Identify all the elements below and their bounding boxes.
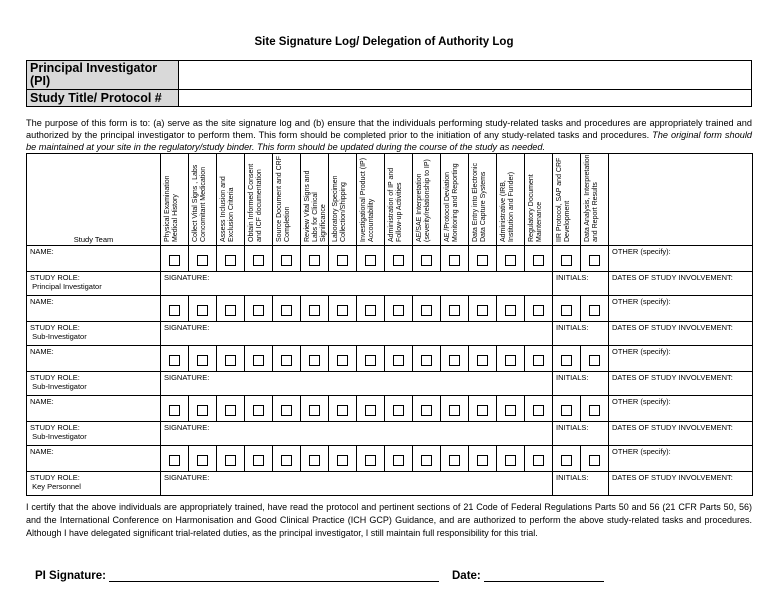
task-checkbox[interactable] — [533, 405, 544, 416]
delegation-table — [26, 153, 753, 496]
task-cell — [329, 246, 357, 272]
task-cell — [189, 296, 217, 322]
name-label: NAME: — [30, 297, 54, 306]
task-cell — [189, 446, 217, 472]
task-cell — [525, 296, 553, 322]
task-checkbox[interactable] — [197, 355, 208, 366]
task-column-label: Source Document and CRF Completion — [276, 156, 291, 242]
task-column-header — [161, 154, 189, 246]
task-checkbox[interactable] — [533, 255, 544, 266]
task-cell — [301, 346, 329, 372]
task-checkbox[interactable] — [505, 355, 516, 366]
study-role-field[interactable] — [27, 272, 161, 296]
task-checkbox[interactable] — [589, 405, 600, 416]
task-column-header — [301, 154, 329, 246]
task-cell — [553, 446, 581, 472]
intro-paragraph — [26, 117, 752, 153]
task-cell — [413, 446, 441, 472]
task-cell — [553, 346, 581, 372]
task-cell — [385, 246, 413, 272]
task-checkbox[interactable] — [421, 405, 432, 416]
task-checkbox[interactable] — [393, 455, 404, 466]
role-value: Key Personnel — [32, 482, 81, 491]
task-column-header — [385, 154, 413, 246]
signature-field[interactable] — [161, 472, 553, 496]
task-cell — [189, 346, 217, 372]
task-checkbox[interactable] — [253, 255, 264, 266]
task-checkbox[interactable] — [281, 405, 292, 416]
task-column-label: Physical Examination Medical History — [164, 175, 179, 242]
initials-label: INITIALS: — [556, 373, 589, 382]
task-checkbox[interactable] — [365, 255, 376, 266]
member-signature-row — [27, 322, 753, 346]
task-checkbox[interactable] — [365, 305, 376, 316]
study-role-field[interactable] — [27, 422, 161, 446]
task-cell — [357, 246, 385, 272]
task-cell — [161, 346, 189, 372]
name-field[interactable] — [27, 296, 161, 322]
task-column-label: IIR Protocol, SAP and CRF Development — [556, 157, 571, 242]
task-column-header — [581, 154, 609, 246]
task-cell — [385, 296, 413, 322]
role-label: STUDY ROLE: — [30, 273, 80, 282]
initials-field[interactable] — [553, 372, 609, 396]
task-cell — [441, 246, 469, 272]
task-checkbox[interactable] — [505, 305, 516, 316]
task-checkbox[interactable] — [589, 255, 600, 266]
initials-field[interactable] — [553, 322, 609, 346]
task-column-label: Investigational Product (IP) Accountability — [360, 157, 375, 242]
task-cell — [581, 296, 609, 322]
task-checkbox[interactable] — [309, 255, 320, 266]
study-info-table — [26, 60, 752, 107]
task-column-label: Data Analysis, Interpretation and Report Results — [584, 154, 599, 242]
other-field[interactable] — [609, 246, 753, 272]
task-checkbox[interactable] — [197, 405, 208, 416]
task-checkbox[interactable] — [225, 305, 236, 316]
task-checkbox[interactable] — [309, 355, 320, 366]
task-checkbox[interactable] — [253, 305, 264, 316]
initials-label: INITIALS: — [556, 323, 589, 332]
task-checkbox[interactable] — [309, 305, 320, 316]
task-cell — [497, 396, 525, 422]
signature-field[interactable] — [161, 422, 553, 446]
pi-label: Principal Investigator (PI) — [27, 61, 179, 90]
dates-label: DATES OF STUDY INVOLVEMENT: — [612, 423, 733, 432]
task-column-header — [273, 154, 301, 246]
task-checkbox[interactable] — [421, 255, 432, 266]
dates-field[interactable] — [609, 372, 753, 396]
task-checkbox[interactable] — [449, 455, 460, 466]
task-checkbox[interactable] — [561, 255, 572, 266]
signature-field[interactable] — [161, 322, 553, 346]
task-cell — [161, 296, 189, 322]
task-cell — [441, 346, 469, 372]
name-field[interactable] — [27, 246, 161, 272]
member-signature-row — [27, 272, 753, 296]
task-cell — [245, 296, 273, 322]
task-cell — [525, 396, 553, 422]
task-cell — [581, 396, 609, 422]
task-cell — [161, 246, 189, 272]
task-cell — [273, 346, 301, 372]
task-cell — [217, 446, 245, 472]
task-checkbox[interactable] — [393, 305, 404, 316]
dates-label: DATES OF STUDY INVOLVEMENT: — [612, 323, 733, 332]
task-cell — [357, 446, 385, 472]
task-checkbox[interactable] — [253, 405, 264, 416]
other-field[interactable] — [609, 396, 753, 422]
name-label: NAME: — [30, 247, 54, 256]
task-checkbox[interactable] — [449, 405, 460, 416]
task-cell — [525, 446, 553, 472]
pi-field[interactable] — [179, 61, 752, 90]
task-cell — [497, 446, 525, 472]
task-column-header — [357, 154, 385, 246]
task-cell — [469, 296, 497, 322]
dates-field[interactable] — [609, 472, 753, 496]
other-label: OTHER (specify): — [612, 247, 671, 256]
task-cell — [301, 246, 329, 272]
task-checkbox[interactable] — [281, 455, 292, 466]
initials-field[interactable] — [553, 422, 609, 446]
task-cell — [273, 246, 301, 272]
task-checkbox[interactable] — [533, 305, 544, 316]
study-team-header: Study Team — [27, 154, 161, 246]
task-column-header — [525, 154, 553, 246]
task-cell — [525, 246, 553, 272]
task-checkbox[interactable] — [253, 455, 264, 466]
name-field[interactable] — [27, 396, 161, 422]
task-checkbox[interactable] — [169, 455, 180, 466]
name-field[interactable] — [27, 446, 161, 472]
task-checkbox[interactable] — [561, 455, 572, 466]
task-checkbox[interactable] — [281, 255, 292, 266]
date-label: Date: — [452, 570, 481, 582]
task-column-label: Obtain Informed Consent and ICF documentation — [248, 163, 263, 242]
member-task-row — [27, 396, 753, 422]
intro-italic: The original form should be maintained at your site in the regulatory/study binder. This form should be updated during the course of the study as needed. — [26, 130, 752, 152]
dates-label: DATES OF STUDY INVOLVEMENT: — [612, 473, 733, 482]
task-checkbox[interactable] — [225, 455, 236, 466]
task-checkbox[interactable] — [477, 355, 488, 366]
signature-field[interactable] — [161, 272, 553, 296]
task-column-label: AE/SAE Interpretation (severity/relationship to IP) — [416, 159, 431, 242]
task-checkbox[interactable] — [365, 455, 376, 466]
task-column-label: Administration of IP and Follow-up Activities — [388, 167, 403, 242]
other-field[interactable] — [609, 446, 753, 472]
member-signature-row — [27, 422, 753, 446]
task-checkbox[interactable] — [337, 305, 348, 316]
dates-label: DATES OF STUDY INVOLVEMENT: — [612, 273, 733, 282]
member-task-row — [27, 346, 753, 372]
task-checkbox[interactable] — [533, 355, 544, 366]
task-checkbox[interactable] — [337, 355, 348, 366]
member-task-row — [27, 296, 753, 322]
task-cell — [357, 296, 385, 322]
task-checkbox[interactable] — [337, 455, 348, 466]
initials-field[interactable] — [553, 272, 609, 296]
name-label: NAME: — [30, 397, 54, 406]
task-cell — [161, 446, 189, 472]
task-checkbox[interactable] — [561, 355, 572, 366]
role-value: Sub-Investigator — [32, 332, 87, 341]
task-cell — [469, 446, 497, 472]
task-cell — [385, 396, 413, 422]
task-checkbox[interactable] — [589, 355, 600, 366]
task-column-label: Administrative (IRB, Institution and Funder) — [500, 171, 515, 242]
task-checkbox[interactable] — [225, 255, 236, 266]
task-cell — [245, 346, 273, 372]
task-cell — [553, 246, 581, 272]
task-checkbox[interactable] — [561, 305, 572, 316]
task-column-header — [553, 154, 581, 246]
task-cell — [329, 296, 357, 322]
task-checkbox[interactable] — [505, 455, 516, 466]
task-checkbox[interactable] — [449, 305, 460, 316]
name-label: NAME: — [30, 347, 54, 356]
task-checkbox[interactable] — [449, 255, 460, 266]
task-checkbox[interactable] — [309, 455, 320, 466]
task-cell — [441, 296, 469, 322]
signature-label: SIGNATURE: — [164, 473, 210, 482]
task-cell — [469, 346, 497, 372]
task-checkbox[interactable] — [477, 255, 488, 266]
dates-label: DATES OF STUDY INVOLVEMENT: — [612, 373, 733, 382]
task-checkbox[interactable] — [505, 405, 516, 416]
task-checkbox[interactable] — [533, 455, 544, 466]
task-checkbox[interactable] — [449, 355, 460, 366]
role-label: STUDY ROLE: — [30, 473, 80, 482]
task-column-header — [497, 154, 525, 246]
study-role-field[interactable] — [27, 372, 161, 396]
task-cell — [217, 296, 245, 322]
other-label: OTHER (specify): — [612, 297, 671, 306]
study-role-field[interactable] — [27, 472, 161, 496]
task-cell — [357, 346, 385, 372]
task-cell — [581, 246, 609, 272]
task-column-header — [329, 154, 357, 246]
study-role-field[interactable] — [27, 322, 161, 346]
other-label: OTHER (specify): — [612, 447, 671, 456]
task-checkbox[interactable] — [477, 455, 488, 466]
task-cell — [301, 296, 329, 322]
task-cell — [301, 446, 329, 472]
certification-text: I certify that the above individuals are appropriately trained, have read the protocol and pertinent sections of 21 Code of Federal Regulations Parts 50 and 56 (21 CFR Parts 50, 56) and the International Conference on Harmonisation and Good Clinical Practice (ICH GCP) Guidance, and are authorized to perform the above study-related tasks and procedures. Although I have delegated significant trial-related duties, as the principal investigator, I still maintain full responsibility for this trial. — [26, 502, 752, 538]
dates-field[interactable] — [609, 322, 753, 346]
task-cell — [413, 346, 441, 372]
task-cell — [245, 246, 273, 272]
blank-header — [609, 154, 753, 246]
task-checkbox[interactable] — [477, 405, 488, 416]
role-label: STUDY ROLE: — [30, 423, 80, 432]
date-field[interactable] — [452, 570, 604, 582]
dates-field[interactable] — [609, 272, 753, 296]
task-checkbox[interactable] — [337, 255, 348, 266]
name-field[interactable] — [27, 346, 161, 372]
task-checkbox[interactable] — [197, 255, 208, 266]
task-cell — [497, 346, 525, 372]
page-title: Site Signature Log/ Delegation of Authority Log — [254, 36, 514, 48]
task-checkbox[interactable] — [281, 305, 292, 316]
task-cell — [217, 346, 245, 372]
task-cell — [329, 396, 357, 422]
task-cell — [385, 346, 413, 372]
task-cell — [497, 246, 525, 272]
task-checkbox[interactable] — [421, 305, 432, 316]
other-label: OTHER (specify): — [612, 397, 671, 406]
task-column-label: Data Entry into Electronic Data Capture Systems — [472, 163, 487, 242]
task-cell — [189, 246, 217, 272]
task-checkbox[interactable] — [393, 255, 404, 266]
task-checkbox[interactable] — [169, 355, 180, 366]
task-checkbox[interactable] — [421, 455, 432, 466]
other-field[interactable] — [609, 346, 753, 372]
task-checkbox[interactable] — [197, 455, 208, 466]
signature-label: SIGNATURE: — [164, 423, 210, 432]
task-cell — [357, 396, 385, 422]
task-checkbox[interactable] — [337, 405, 348, 416]
study-title-field[interactable] — [179, 90, 752, 107]
task-cell — [441, 446, 469, 472]
initials-field[interactable] — [553, 472, 609, 496]
task-cell — [329, 346, 357, 372]
task-column-label: Assess Inclusion and Exclusion Criteria — [220, 176, 235, 242]
task-cell — [245, 446, 273, 472]
dates-field[interactable] — [609, 422, 753, 446]
task-checkbox[interactable] — [365, 355, 376, 366]
task-checkbox[interactable] — [169, 305, 180, 316]
task-cell — [553, 296, 581, 322]
task-checkbox[interactable] — [225, 355, 236, 366]
task-column-label: Collect Vital Signs , Labs Concomitant Medication — [192, 164, 207, 242]
task-column-label: AE /Protocol Deviation Monitoring and Reporting — [444, 163, 459, 242]
task-checkbox[interactable] — [225, 405, 236, 416]
task-cell — [245, 396, 273, 422]
task-cell — [497, 296, 525, 322]
other-field[interactable] — [609, 296, 753, 322]
task-checkbox[interactable] — [505, 255, 516, 266]
member-task-row — [27, 246, 753, 272]
task-checkbox[interactable] — [309, 405, 320, 416]
initials-label: INITIALS: — [556, 423, 589, 432]
task-cell — [469, 396, 497, 422]
initials-label: INITIALS: — [556, 473, 589, 482]
task-checkbox[interactable] — [589, 305, 600, 316]
task-checkbox[interactable] — [393, 405, 404, 416]
task-checkbox[interactable] — [393, 355, 404, 366]
role-value: Sub-Investigator — [32, 382, 87, 391]
task-checkbox[interactable] — [281, 355, 292, 366]
signature-label: SIGNATURE: — [164, 373, 210, 382]
task-cell — [553, 396, 581, 422]
role-value: Sub-Investigator — [32, 432, 87, 441]
task-cell — [441, 396, 469, 422]
pi-signature-label: PI Signature: — [35, 570, 106, 582]
task-checkbox[interactable] — [253, 355, 264, 366]
task-checkbox[interactable] — [197, 305, 208, 316]
task-checkbox[interactable] — [169, 255, 180, 266]
task-column-header — [469, 154, 497, 246]
signature-label: SIGNATURE: — [164, 273, 210, 282]
task-cell — [189, 396, 217, 422]
role-label: STUDY ROLE: — [30, 373, 80, 382]
task-checkbox[interactable] — [561, 405, 572, 416]
task-cell — [413, 296, 441, 322]
task-checkbox[interactable] — [365, 405, 376, 416]
task-cell — [413, 246, 441, 272]
member-task-row — [27, 446, 753, 472]
task-column-header — [441, 154, 469, 246]
task-cell — [469, 246, 497, 272]
task-checkbox[interactable] — [169, 405, 180, 416]
task-checkbox[interactable] — [477, 305, 488, 316]
role-label: STUDY ROLE: — [30, 323, 80, 332]
signature-field[interactable] — [161, 372, 553, 396]
task-column-label: Laboratory Specimen Collection/Shipping — [332, 175, 347, 242]
task-cell — [413, 396, 441, 422]
task-cell — [301, 396, 329, 422]
study-title-label: Study Title/ Protocol # — [27, 90, 179, 107]
role-value: Principal Investigator — [32, 282, 102, 291]
member-signature-row — [27, 472, 753, 496]
pi-signature-field[interactable] — [35, 570, 439, 582]
task-cell — [161, 396, 189, 422]
task-column-header — [189, 154, 217, 246]
task-cell — [581, 446, 609, 472]
task-column-label: Review Vital Signs and Labs for Clinical Significance — [304, 170, 327, 242]
task-cell — [525, 346, 553, 372]
task-column-header — [217, 154, 245, 246]
task-cell — [217, 396, 245, 422]
task-cell — [273, 446, 301, 472]
task-cell — [329, 446, 357, 472]
signature-label: SIGNATURE: — [164, 323, 210, 332]
task-cell — [217, 246, 245, 272]
task-column-label: Regulatory Document Maintenance — [528, 174, 543, 242]
task-cell — [385, 446, 413, 472]
task-cell — [273, 396, 301, 422]
task-cell — [581, 346, 609, 372]
task-column-header — [245, 154, 273, 246]
task-checkbox[interactable] — [421, 355, 432, 366]
member-signature-row — [27, 372, 753, 396]
task-cell — [273, 296, 301, 322]
name-label: NAME: — [30, 447, 54, 456]
task-checkbox[interactable] — [589, 455, 600, 466]
other-label: OTHER (specify): — [612, 347, 671, 356]
initials-label: INITIALS: — [556, 273, 589, 282]
task-column-header — [413, 154, 441, 246]
intro-text: The purpose of this form is to: (a) serve as the site signature log and (b) ensure that the individuals performing study-related tasks and procedures are appropriately trained and authorized by the principal investigator to perform them. This form should be completed prior to the initiation of any study-related tasks and procedures. — [26, 118, 752, 140]
